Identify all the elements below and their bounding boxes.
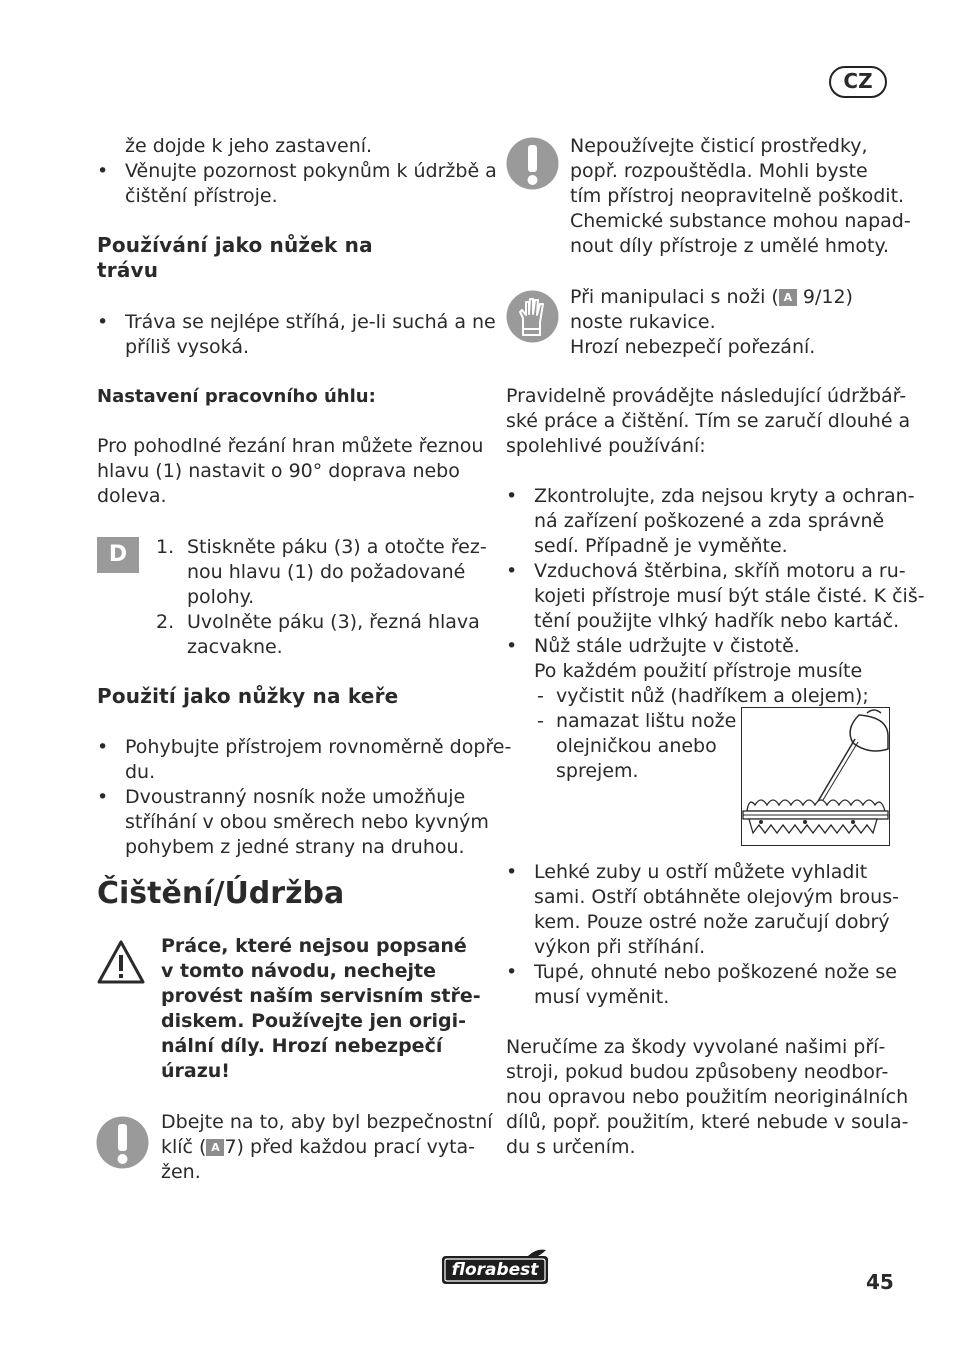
text-line: Vzduchová štěrbina, skříň motoru a ru- [534,560,906,582]
text-line: olejničkou anebo [556,735,717,757]
bullet: • [506,861,518,883]
text-line: Dvoustranný nosník nože umožňuje [125,786,466,808]
text-line: nou opravou nebo použitím neoriginálních [506,1086,909,1108]
text-line: spolehlivé používání: [506,435,706,457]
text-line: pohybem z jedné strany na druhou. [125,836,465,858]
text-line: zacvakne. [187,636,283,658]
text-line: Pohybujte přístrojem rovnoměrně dopře- [125,736,512,758]
bullet: • [97,736,109,758]
section-title: Čištění/Údržba [97,876,345,911]
text-line: Nepoužívejte čisticí prostředky, [570,135,868,157]
text-line: popř. rozpouštědla. Mohli byste [570,160,868,182]
bullet: • [97,160,109,182]
text-line: namazat lištu nože [556,710,737,732]
language-badge: CZ [829,66,887,98]
warning-text: nální díly. Hrozí nebezpečí [161,1035,443,1057]
bullet: • [506,560,518,582]
dash: - [537,710,544,732]
warning-triangle-icon [96,938,146,986]
text-line: dílů, popř. použitím, které nebude v soula- [506,1111,909,1133]
bullet: • [97,786,109,808]
heading-hedge: Použití jako nůžky na keře [97,684,399,708]
text-line: sami. Ostří obtáhněte olejovým brous- [534,886,899,908]
warning-text: provést naším servisním stře- [161,985,481,1007]
text-line: Pravidelně provádějte následující údržbář- [506,385,907,407]
text-line: du s určením. [506,1136,636,1158]
text-line: Neručíme za škody vyvolané našimi pří- [506,1036,886,1058]
warning-text: Práce, které nejsou popsané [161,935,467,957]
bullet: • [506,961,518,983]
text-line: ná zařízení poškozené a zda správně [534,510,885,532]
warning-text: úrazu! [161,1060,230,1082]
text-line: noste rukavice. [570,311,716,333]
brand-name: florabest [451,1260,539,1280]
warning-text: v tomto návodu, nechejte [161,960,436,982]
florabest-logo [438,1246,551,1288]
text-line: příliš vysoká. [125,336,250,358]
text-line: čištění přístroje. [125,185,278,207]
dash: - [537,685,544,707]
text-line: polohy. [187,586,255,608]
text-line: sprejem. [556,760,639,782]
text-line: musí vyměnit. [534,986,670,1008]
text-line: Chemické substance mohou napad- [570,210,911,232]
figure-d-badge: D [97,537,139,573]
bullet: • [97,311,109,333]
text-line: nout díly přístroje z umělé hmoty. [570,235,890,257]
text-line: doleva. [97,485,167,507]
step-number: 1. [156,536,175,558]
text-line: Uvolněte páku (3), řezná hlava [187,611,480,633]
text-line: Tráva se nejlépe stříhá, je-li suchá a ne [125,311,496,333]
text-line: Věnujte pozornost pokynům k údržbě a [125,160,497,182]
text-line: sedí. Případně je vyměňte. [534,535,788,557]
text-line: že dojde k jeho zastavení. [125,135,373,157]
text-line: kojeti přístroje musí být stále čisté. K čiš- [534,585,925,607]
text-line: tění použijte vlhký hadřík nebo kartáč. [534,610,900,632]
text-line: Hrozí nebezpečí pořezání. [570,336,816,358]
text-line: tím přístroj neopravitelně poškodit. [570,185,905,207]
bullet: • [506,635,518,657]
heading-grass: Používání jako nůžek na [97,233,373,257]
warning-text: diskem. Používejte jen origi- [161,1010,466,1032]
text-line: stříhání v obou směrech nebo kyvným [125,811,489,833]
text-line: Dbejte na to, aby byl bezpečnostní [161,1111,493,1133]
text-line: du. [125,761,156,783]
step-number: 2. [156,611,175,633]
exclamation-icon [96,1116,149,1169]
text-line: vyčistit nůž (hadříkem a olejem); [556,685,869,707]
text-line: výkon při stříhání. [534,936,706,958]
heading-grass: trávu [97,258,159,282]
text-line: Pro pohodlné řezání hran můžete řeznou [97,435,484,457]
text-line: Lehké zuby u ostří můžete vyhladit [534,861,868,883]
text-line: hlavu (1) nastavit o 90° doprava nebo [97,460,460,482]
figure-a-badge: A [779,289,797,306]
text-line: stroji, pokud budou způsobeny neodbor- [506,1061,889,1083]
text-line: Stiskněte páku (3) a otočte řez- [187,536,487,558]
text-line: ské práce a čištění. Tím se zaručí dlouhé a [506,410,911,432]
figure-a-badge: A [206,1139,224,1156]
page-number: 45 [866,1270,894,1294]
text-line: Při manipulaci s noži ( A 9/12) [570,286,853,308]
text-line: žen. [161,1161,201,1183]
text-line: nou hlavu (1) do požadované [187,561,466,583]
text-line: Tupé, ohnuté nebo poškozené nože se [534,961,897,983]
heading-angle: Nastavení pracovního úhlu: [97,386,376,407]
text-line: kem. Pouze ostré nože zaručují dobrý [534,911,890,933]
text-line: Zkontrolujte, zda nejsou kryty a ochran- [534,485,915,507]
exclamation-icon [506,137,559,190]
glove-icon [506,290,559,343]
text-line: klíč ( A 7) před každou prací vyta- [161,1136,476,1158]
oil-can-blade-illustration [741,707,890,846]
bullet: • [506,485,518,507]
text-line: Nůž stále udržujte v čistotě. [534,635,800,657]
text-line: Po každém použití přístroje musíte [534,660,863,682]
